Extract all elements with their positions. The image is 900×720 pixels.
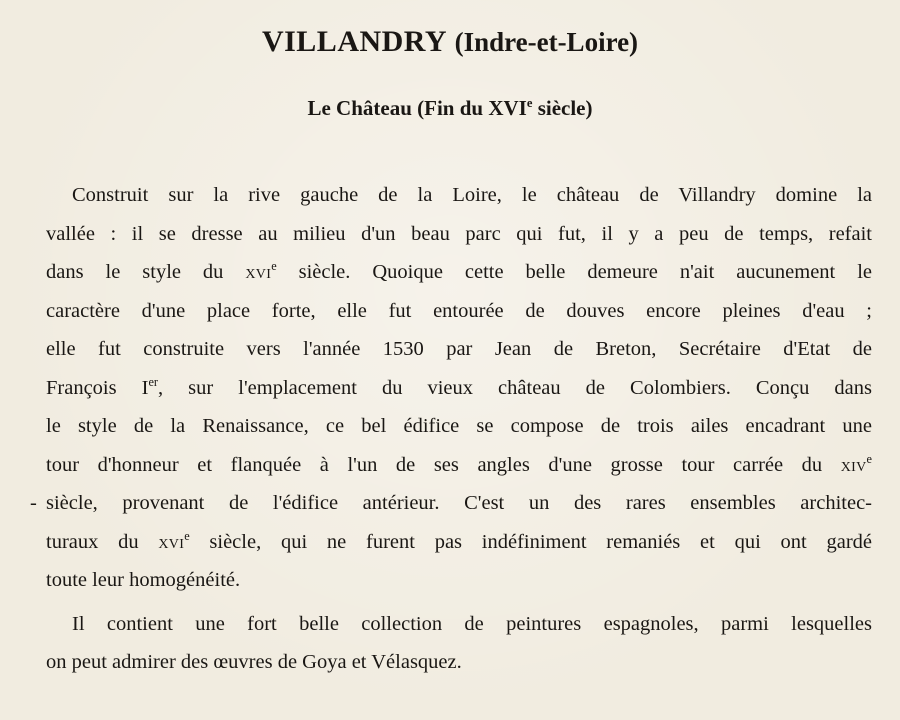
text-fragment: tour d'honneur et flanquée à l'un de ses angles d'une grosse tour carrée du: [46, 453, 841, 476]
superscript: e: [271, 259, 277, 274]
text-line: toute leur homogénéité.: [46, 569, 241, 591]
text-fragment: dans le style du: [46, 261, 246, 283]
text-fragment: , sur l'emplacement du vieux château de Colombiers. Conçu dans: [158, 376, 873, 399]
text-line: caractère d'une place forte, elle fut entourée de douves encore pleines d'eau ;: [46, 299, 872, 322]
paragraph-1: [30, 176, 873, 600]
page-title: [0, 24, 900, 60]
text-fragment: siècle. Quoique cette belle demeure n'ait aucunement le: [276, 261, 872, 283]
superscript: er: [148, 374, 159, 389]
text-line: [46, 369, 872, 408]
subtitle-sup: e: [526, 96, 533, 110]
paragraph-2: [46, 605, 872, 682]
text-line: [46, 446, 872, 485]
text-line: le style de la Renaissance, ce bel édifice se compose de trois ailes encadrant une: [46, 415, 872, 437]
title-name: VILLANDRY: [261, 25, 448, 58]
text-fragment: François I: [46, 376, 149, 399]
subtitle-start: Le Château (Fin du XVI: [307, 96, 527, 120]
century-numeral: xiv: [840, 453, 867, 476]
century-numeral: xvi: [158, 530, 185, 553]
text-line: Construit sur la rive gauche de la Loire, le château de Villandry domine la: [72, 184, 872, 206]
text-line: Il contient une fort belle collection de peintures espagnoles, parmi lesquelles: [72, 612, 872, 635]
text-fragment: siècle, provenant de l'édifice antérieur. C'est un des rares ensembles architec-: [46, 492, 872, 514]
body-text: [30, 176, 873, 682]
text-fragment: siècle, qui ne furent pas indéfiniment remaniés et qui ont gardé: [189, 530, 872, 553]
text-line: [30, 484, 872, 523]
title-region: (Indre-et-Loire): [454, 27, 639, 57]
superscript: e: [184, 528, 190, 543]
text-line: on peut admirer des œuvres de Goya et Vélasquez.: [46, 651, 462, 673]
page-subtitle: [0, 94, 900, 122]
text-line: vallée : il se dresse au milieu d'un beau parc qui fut, il y a peu de temps, refait: [46, 222, 872, 245]
text-line: elle fut construite vers l'année 1530 par Jean de Breton, Secrétaire d'Etat de: [46, 338, 872, 360]
century-numeral: xvi: [245, 261, 272, 283]
text-line: [46, 523, 872, 562]
text-fragment: turaux du: [46, 530, 159, 553]
margin-mark: -: [30, 492, 37, 514]
superscript: e: [866, 451, 872, 466]
text-line: [46, 253, 872, 292]
subtitle-end: siècle): [532, 96, 593, 120]
